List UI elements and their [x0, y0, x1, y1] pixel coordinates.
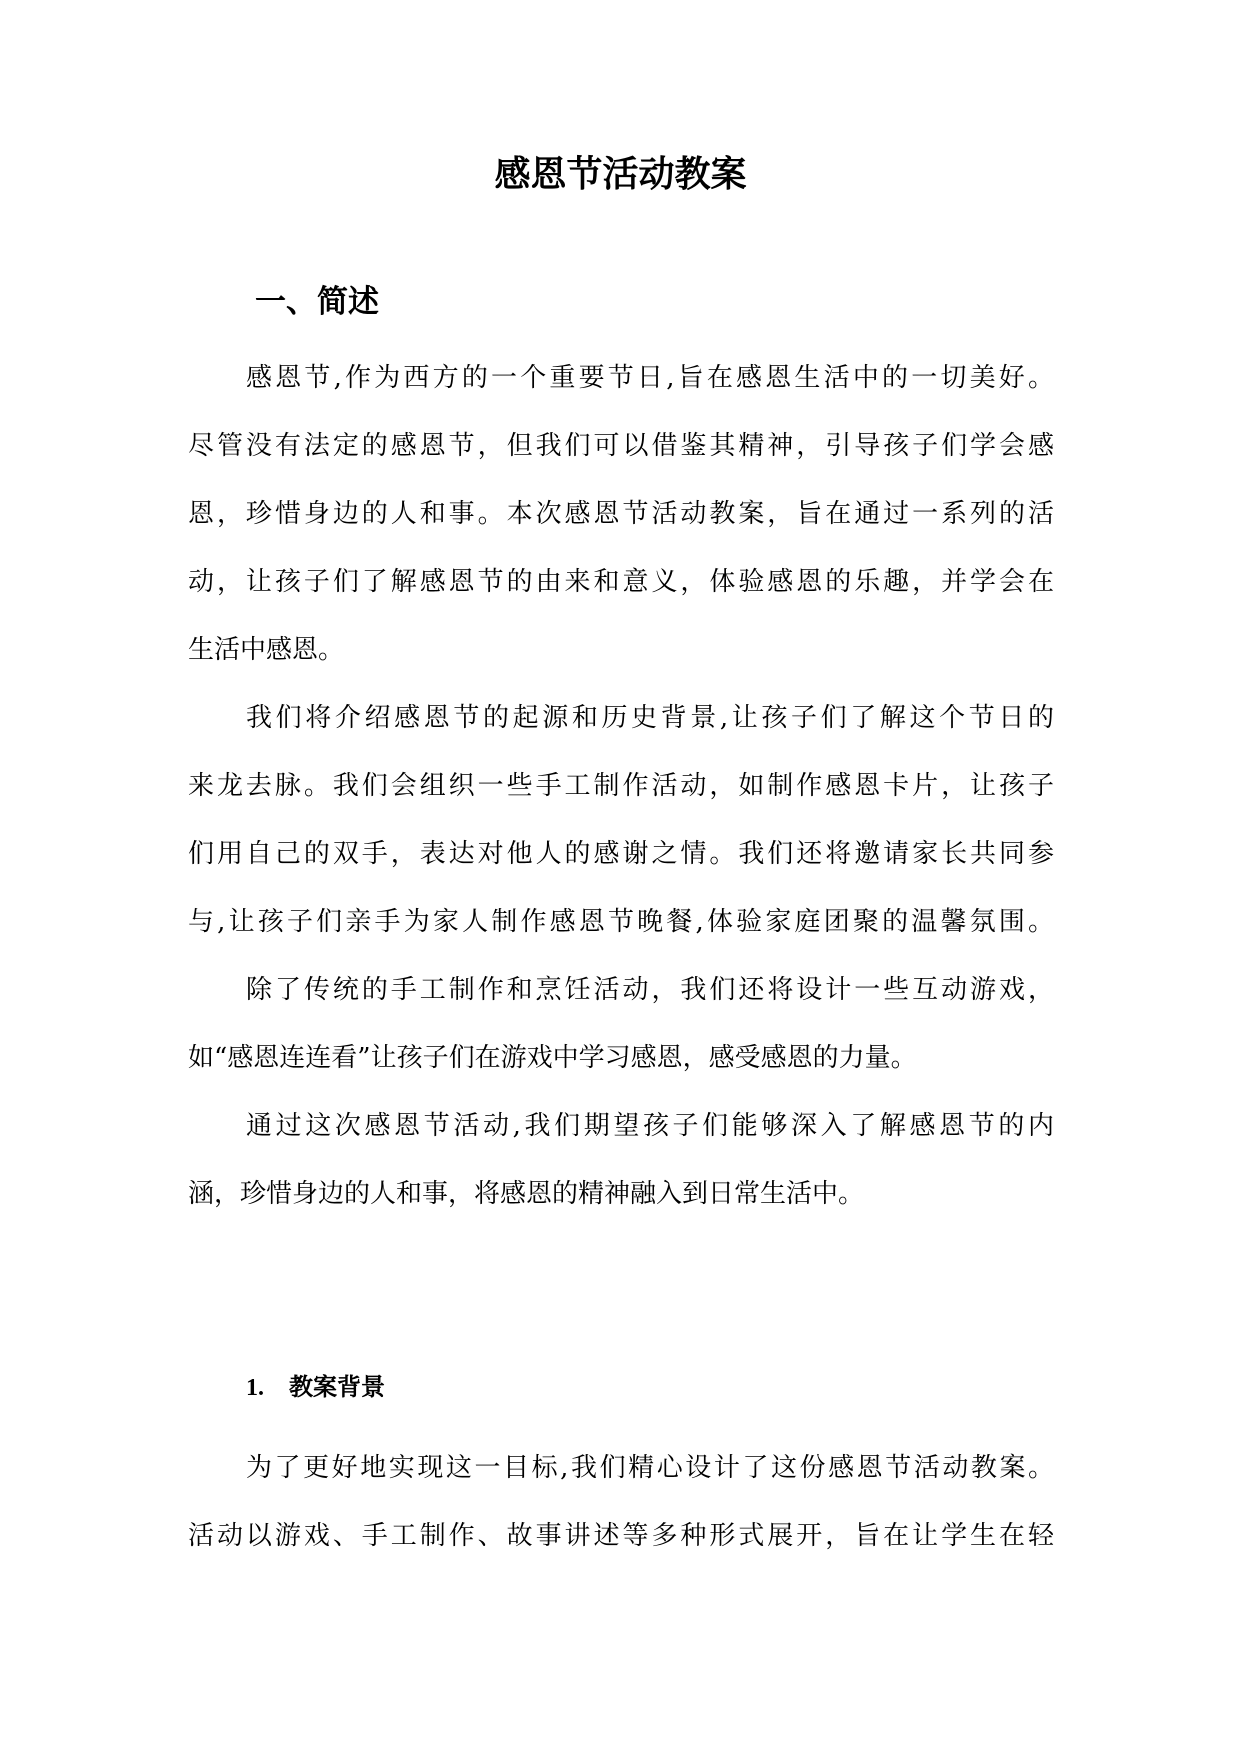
- paragraph-line: 活动以游戏、手工制作、故事讲述等多种形式展开，旨在让学生在轻: [188, 1521, 1054, 1551]
- paragraph-line: 通过这次感恩节活动,我们期望孩子们能够深入了解感恩节的内: [246, 1111, 1054, 1141]
- paragraph-line: 除了传统的手工制作和烹饪活动，我们还将设计一些互动游戏，: [246, 975, 1054, 1005]
- paragraph-line: 为了更好地实现这一目标,我们精心设计了这份感恩节活动教案。: [246, 1453, 1054, 1483]
- paragraph-line: 们用自己的双手，表达对他人的感谢之情。我们还将邀请家长共同参: [188, 839, 1054, 869]
- paragraph-line: 恩，珍惜身边的人和事。本次感恩节活动教案，旨在通过一系列的活: [188, 499, 1054, 529]
- paragraph-line: 如“感恩连连看”让孩子们在游戏中学习感恩，感受感恩的力量。: [188, 1043, 917, 1073]
- paragraph-line: 动，让孩子们了解感恩节的由来和意义，体验感恩的乐趣，并学会在: [188, 567, 1054, 597]
- paragraph-line: 与,让孩子们亲手为家人制作感恩节晚餐,体验家庭团聚的温馨氛围。: [188, 907, 1054, 937]
- subsection-heading-background: [246, 1367, 385, 1408]
- paragraph-line: 生活中感恩。: [188, 635, 345, 665]
- paragraph-line: 感恩节,作为西方的一个重要节日,旨在感恩生活中的一切美好。: [246, 363, 1054, 393]
- subsection-number: 1.: [246, 1375, 264, 1401]
- paragraph-line: 尽管没有法定的感恩节，但我们可以借鉴其精神，引导孩子们学会感: [188, 431, 1054, 461]
- subsection-title: 教案背景: [289, 1372, 385, 1401]
- document-title: 感恩节活动教案: [494, 153, 747, 195]
- paragraph-line: 我们将介绍感恩节的起源和历史背景,让孩子们了解这个节日的: [246, 703, 1054, 733]
- paragraph-line: 涵，珍惜身边的人和事，将感恩的精神融入到日常生活中。: [188, 1179, 865, 1209]
- section-heading-overview: 一、简述: [255, 284, 379, 320]
- paragraph-line: 来龙去脉。我们会组织一些手工制作活动，如制作感恩卡片，让孩子: [188, 771, 1054, 801]
